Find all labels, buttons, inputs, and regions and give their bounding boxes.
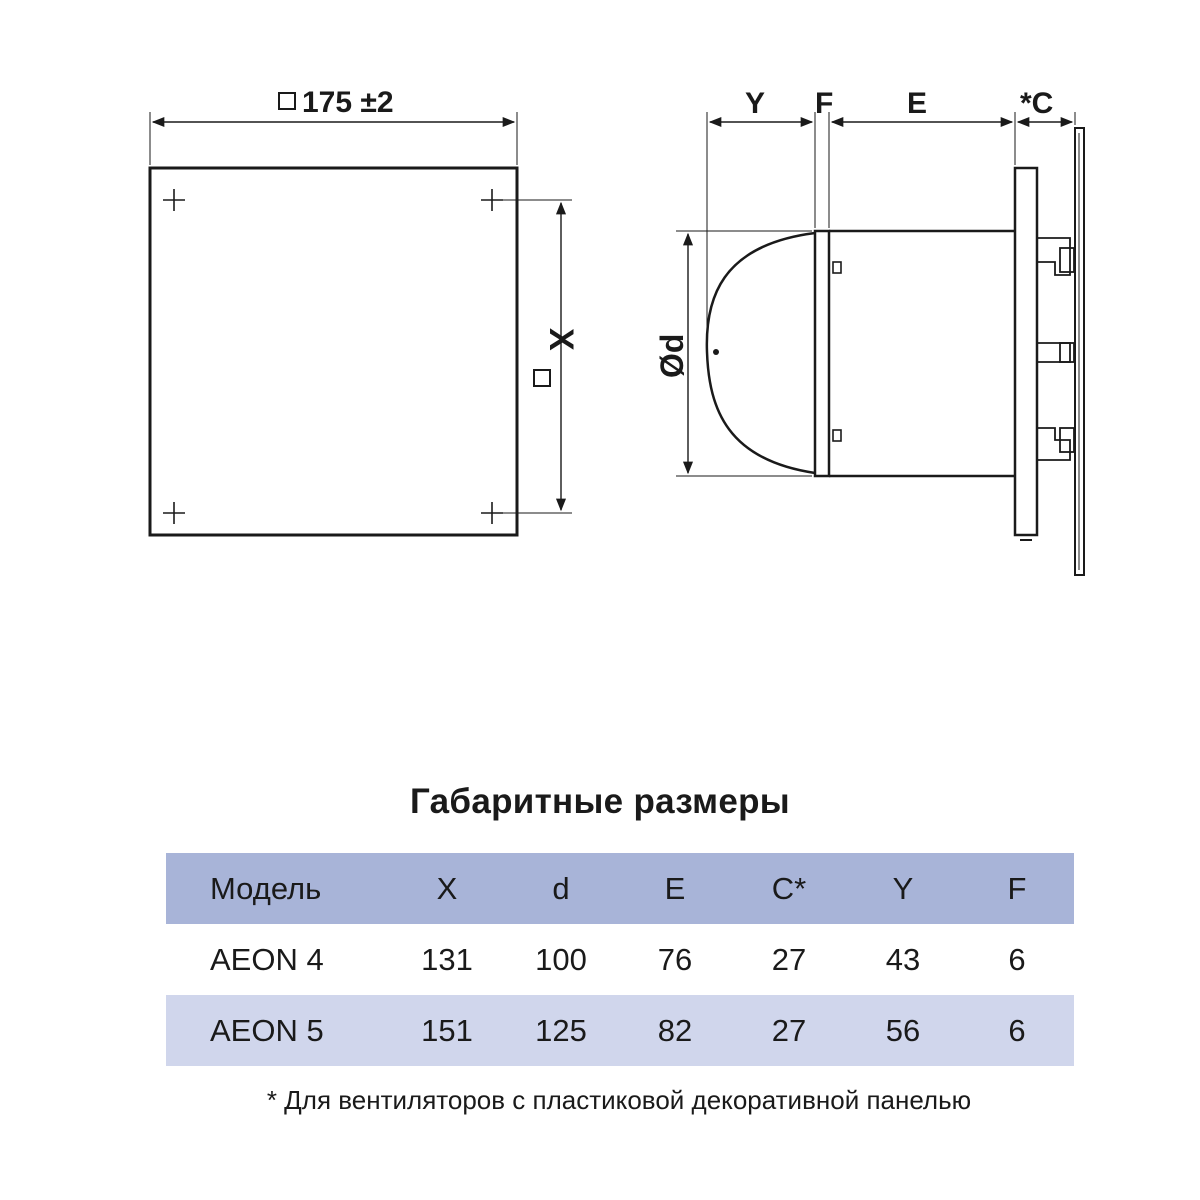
column-header: X [436, 870, 458, 906]
y-label: Y [745, 87, 766, 120]
square-symbol [534, 370, 550, 386]
table-cell: 43 [885, 941, 921, 977]
table-cell: 76 [657, 941, 693, 977]
column-header: F [1007, 870, 1027, 906]
width-label: 175 ±2 [302, 86, 394, 119]
column-header: d [552, 870, 570, 906]
diameter-label: Ød [654, 333, 690, 378]
x-label: X [542, 328, 580, 351]
column-header: E [664, 870, 686, 906]
e-label: E [907, 87, 928, 120]
side-view [707, 128, 1084, 575]
front-panel-outline [150, 168, 517, 535]
width-dimension [150, 86, 517, 165]
dome-shape [707, 233, 815, 473]
latch-mark [833, 262, 841, 273]
c-label: *C [1020, 87, 1054, 120]
dome-dot [713, 349, 719, 355]
column-header: Модель [210, 870, 322, 906]
table-cell: AEON 5 [210, 1012, 324, 1048]
square-symbol [279, 93, 295, 109]
dimensions-table [166, 853, 1074, 1066]
table-cell: 27 [771, 1012, 807, 1048]
table-cell: 151 [421, 1012, 473, 1048]
footnote: * Для вентиляторов с пластиковой декоративной панелью [266, 1085, 972, 1115]
flange-ring [815, 231, 829, 476]
table-row [166, 924, 1074, 995]
table-cell: 100 [535, 941, 587, 977]
table-row [166, 995, 1074, 1066]
table-cell: 6 [1008, 1012, 1026, 1048]
table-cell: 56 [885, 1012, 921, 1048]
table-header-row [166, 853, 1074, 924]
table-cell: AEON 4 [210, 941, 324, 977]
latch-mark [833, 430, 841, 441]
table-cell: 131 [421, 941, 473, 977]
mounting-plate [1015, 168, 1037, 535]
mount-hole-marks [163, 189, 503, 524]
f-label: F [815, 87, 834, 120]
table-cell: 27 [771, 941, 807, 977]
front-view [150, 86, 580, 535]
panel-brackets [1037, 238, 1074, 460]
hole-spacing-dimension [500, 200, 580, 513]
table-cell: 82 [657, 1012, 693, 1048]
table-cell: 125 [535, 1012, 587, 1048]
column-header: C* [771, 870, 807, 906]
dimensions-title: Габаритные размеры [409, 782, 790, 821]
table-cell: 6 [1008, 941, 1026, 977]
column-header: Y [892, 870, 914, 906]
